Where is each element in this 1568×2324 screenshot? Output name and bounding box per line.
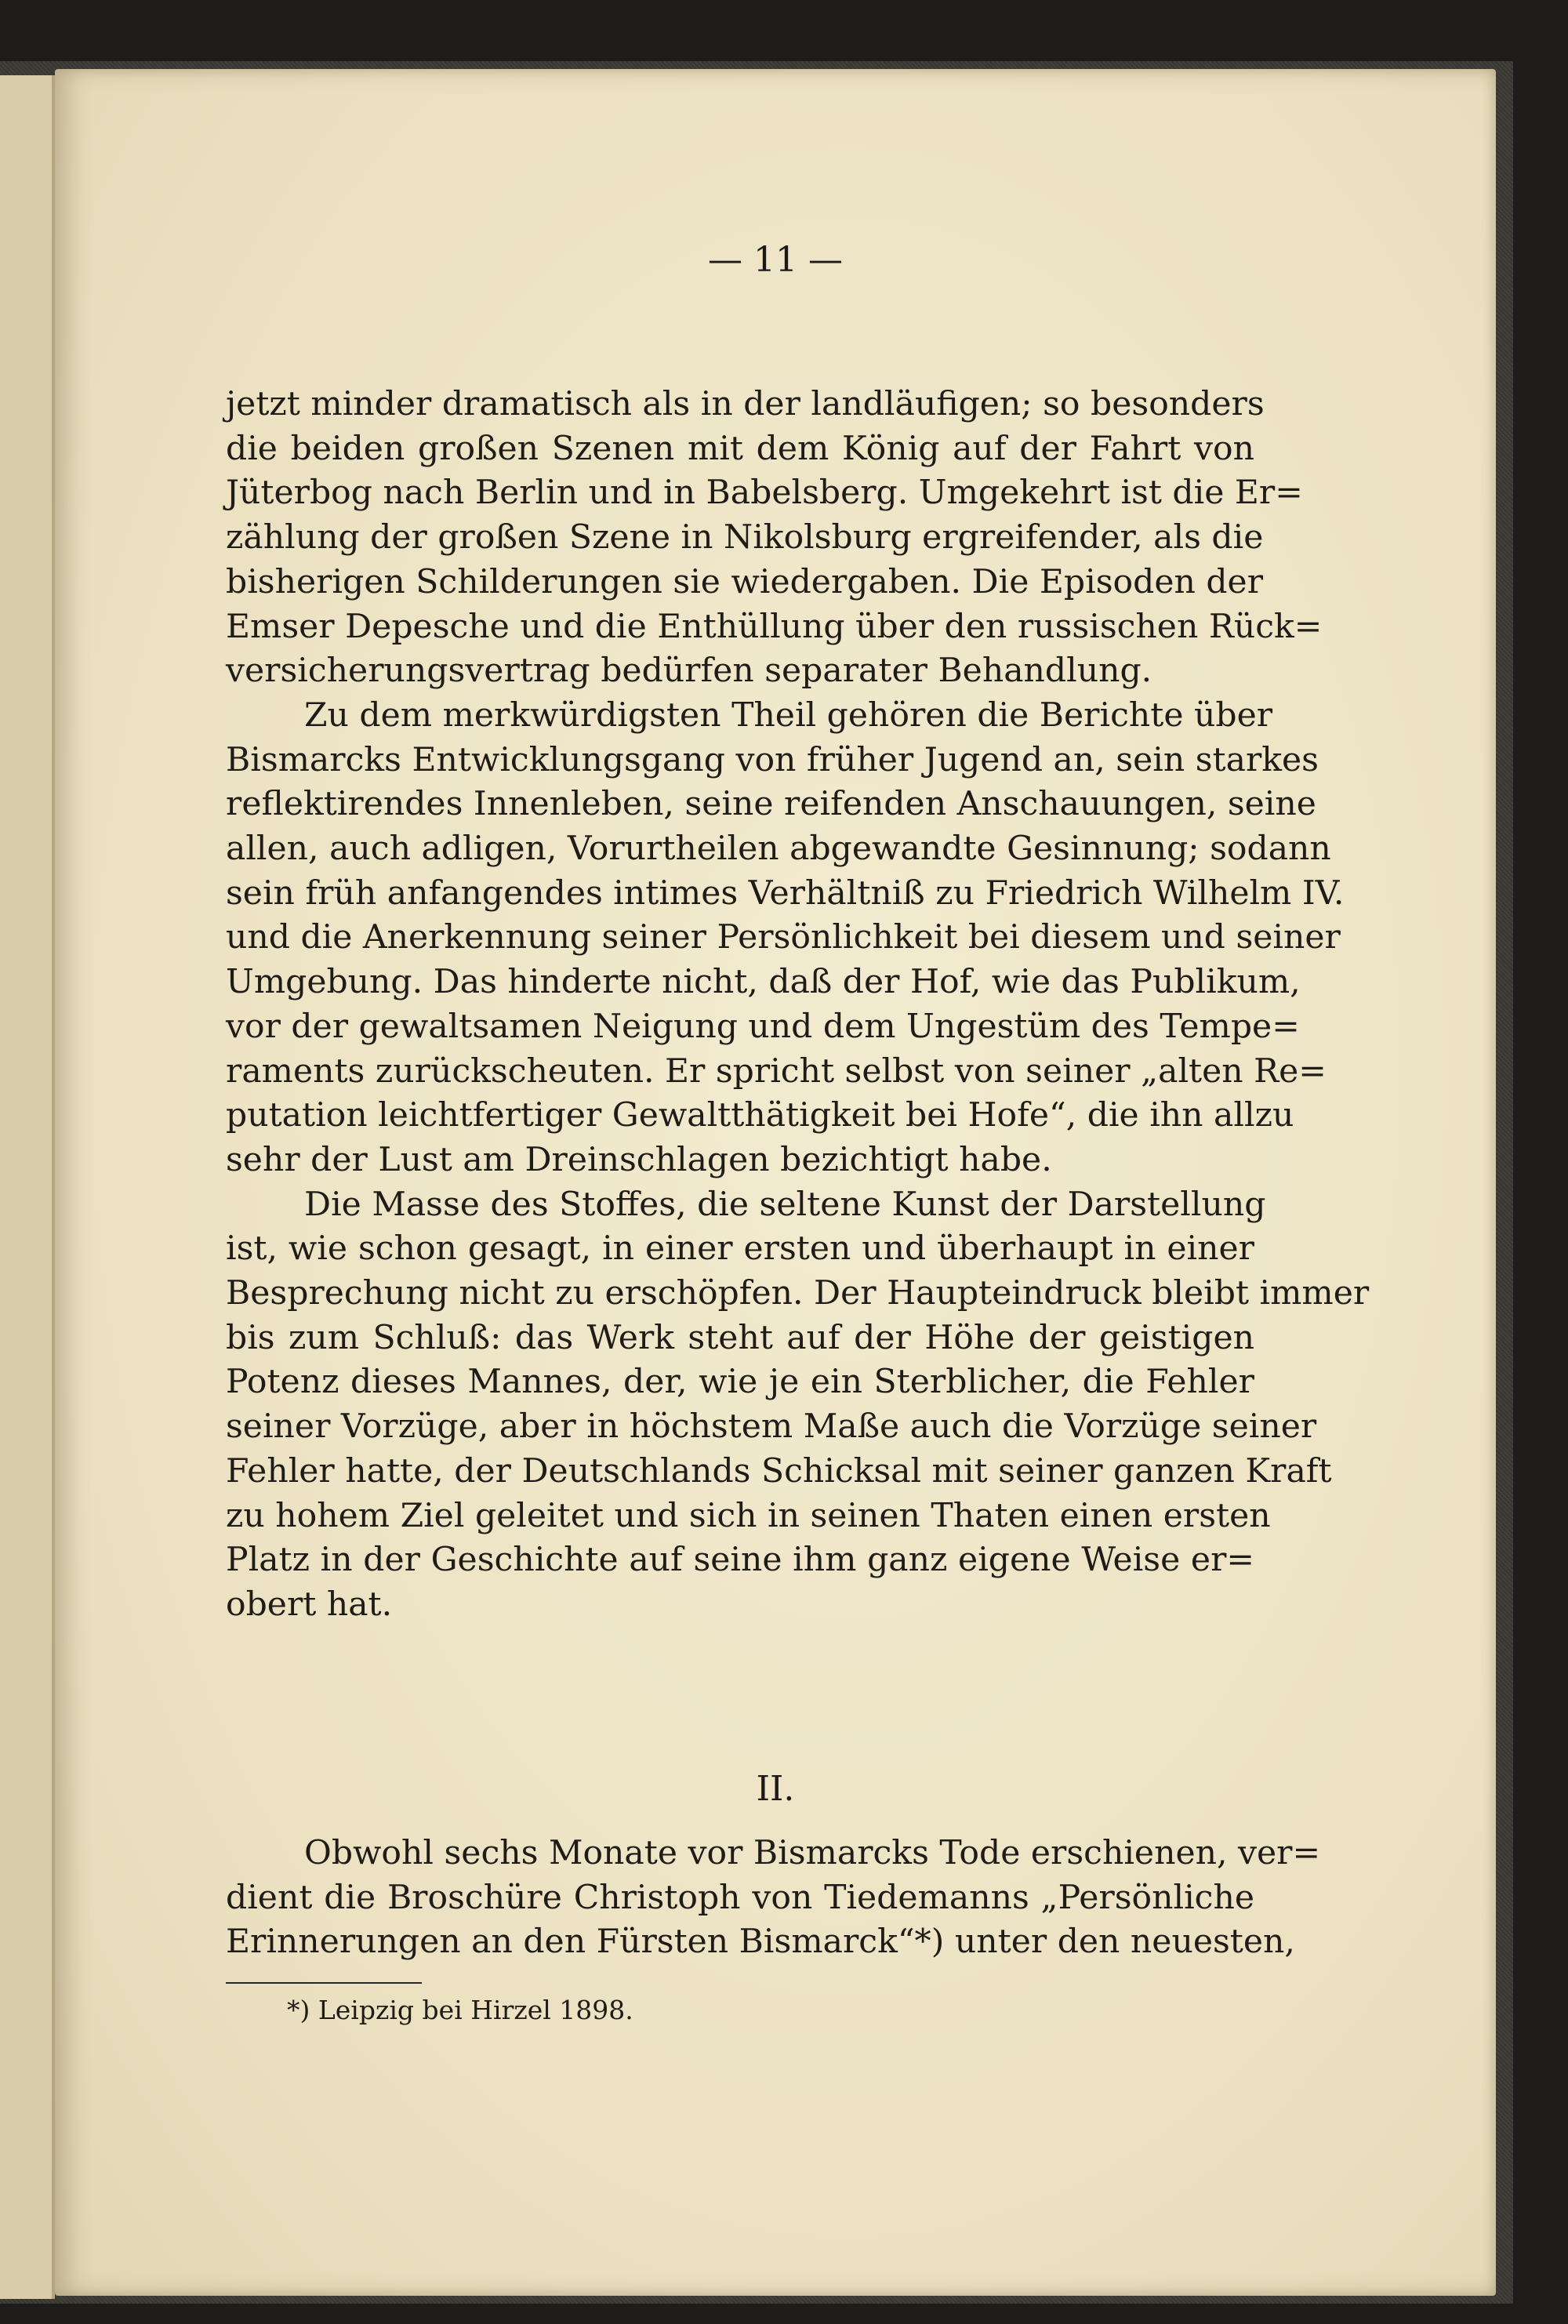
- section-2-text: [226, 1832, 1321, 1965]
- section-heading: II.: [756, 1769, 795, 1809]
- text-line: allen, auch adligen, Vorurtheilen abgewandte Gesinnung; sodann: [226, 830, 1331, 869]
- text-line: bis zum Schluß: das Werk steht auf der Höhe der geistigen: [226, 1318, 1254, 1357]
- text-line: zu hohem Ziel geleitet und sich in seinen Thaten einen ersten: [226, 1496, 1271, 1535]
- footnote-divider: [226, 1982, 422, 1984]
- text-line: Bismarcks Entwicklungsgang von früher Jugend an, sein starkes: [226, 740, 1319, 779]
- text-line: Potenz dieses Mannes, der, wie je ein Sterblicher, die Fehler: [226, 1363, 1254, 1402]
- text-line: jetzt minder dramatisch als in der landläufigen; so besonders: [226, 385, 1265, 423]
- text-line: bisherigen Schilderungen sie wiedergaben. Die Episoden der: [226, 562, 1264, 601]
- text-line: Obwohl sechs Monate vor Bismarcks Tode erschienen, ver=: [304, 1834, 1321, 1872]
- text-line: putation leichtfertiger Gewaltthätigkeit bei Hofe“, die ihn allzu: [226, 1096, 1294, 1135]
- page-number: — 11 —: [708, 240, 843, 280]
- text-line: Besprechung nicht zu erschöpfen. Der Haupteindruck bleibt immer: [226, 1274, 1370, 1313]
- text-line: Umgebung. Das hinderte nicht, daß der Hof, wie das Publikum,: [226, 963, 1301, 1002]
- footnote: *) Leipzig bei Hirzel 1898.: [287, 1995, 633, 2025]
- text-line: Zu dem merkwürdigsten Theil gehören die Berichte über: [304, 695, 1273, 735]
- text-line: ist, wie schon gesagt, in einer ersten und überhaupt in einer: [226, 1229, 1254, 1269]
- facing-page-edge: [0, 75, 55, 2299]
- text-line: reflektirendes Innenleben, seine reifenden Anschauungen, seine: [226, 785, 1316, 824]
- text-line: seiner Vorzüge, aber in höchstem Maße auch die Vorzüge seiner: [226, 1407, 1317, 1447]
- text-line: sein früh anfangendes intimes Verhältniß zu Friedrich Wilhelm IV.: [226, 873, 1345, 913]
- text-line: zählung der großen Szene in Nikolsburg ergreifender, als die: [226, 518, 1264, 557]
- text-line: sehr der Lust am Dreinschlagen bezichtigt habe.: [226, 1140, 1052, 1179]
- text-line: Fehler hatte, der Deutschlands Schicksal mit seiner ganzen Kraft: [226, 1451, 1332, 1491]
- text-line: obert hat.: [226, 1585, 393, 1624]
- book-page: [55, 69, 1496, 2296]
- text-line: Emser Depesche und die Enthüllung über den russischen Rück=: [226, 607, 1323, 646]
- text-line: und die Anerkennung seiner Persönlichkeit bei diesem und seiner: [226, 918, 1341, 957]
- body-text: [226, 383, 1370, 1628]
- text-line: dient die Broschüre Christoph von Tiedemanns „Persönliche: [226, 1878, 1254, 1917]
- text-line: Platz in der Geschichte auf seine ihm ganz eigene Weise er=: [226, 1541, 1254, 1580]
- text-line: Erinnerungen an den Fürsten Bismarck“*) unter den neuesten,: [226, 1923, 1295, 1962]
- text-line: versicherungsvertrag bedürfen separater Behandlung.: [226, 652, 1152, 691]
- text-line: Jüterbog nach Berlin und in Babelsberg. Umgekehrt ist die Er=: [226, 474, 1303, 513]
- text-line: Die Masse des Stoffes, die seltene Kunst der Darstellung: [304, 1185, 1266, 1224]
- text-line: raments zurückscheuten. Er spricht selbst von seiner „alten Re=: [226, 1051, 1327, 1091]
- text-line: die beiden großen Szenen mit dem König auf der Fahrt von: [226, 429, 1254, 468]
- text-line: vor der gewaltsamen Neigung und dem Ungestüm des Tempe=: [226, 1007, 1300, 1046]
